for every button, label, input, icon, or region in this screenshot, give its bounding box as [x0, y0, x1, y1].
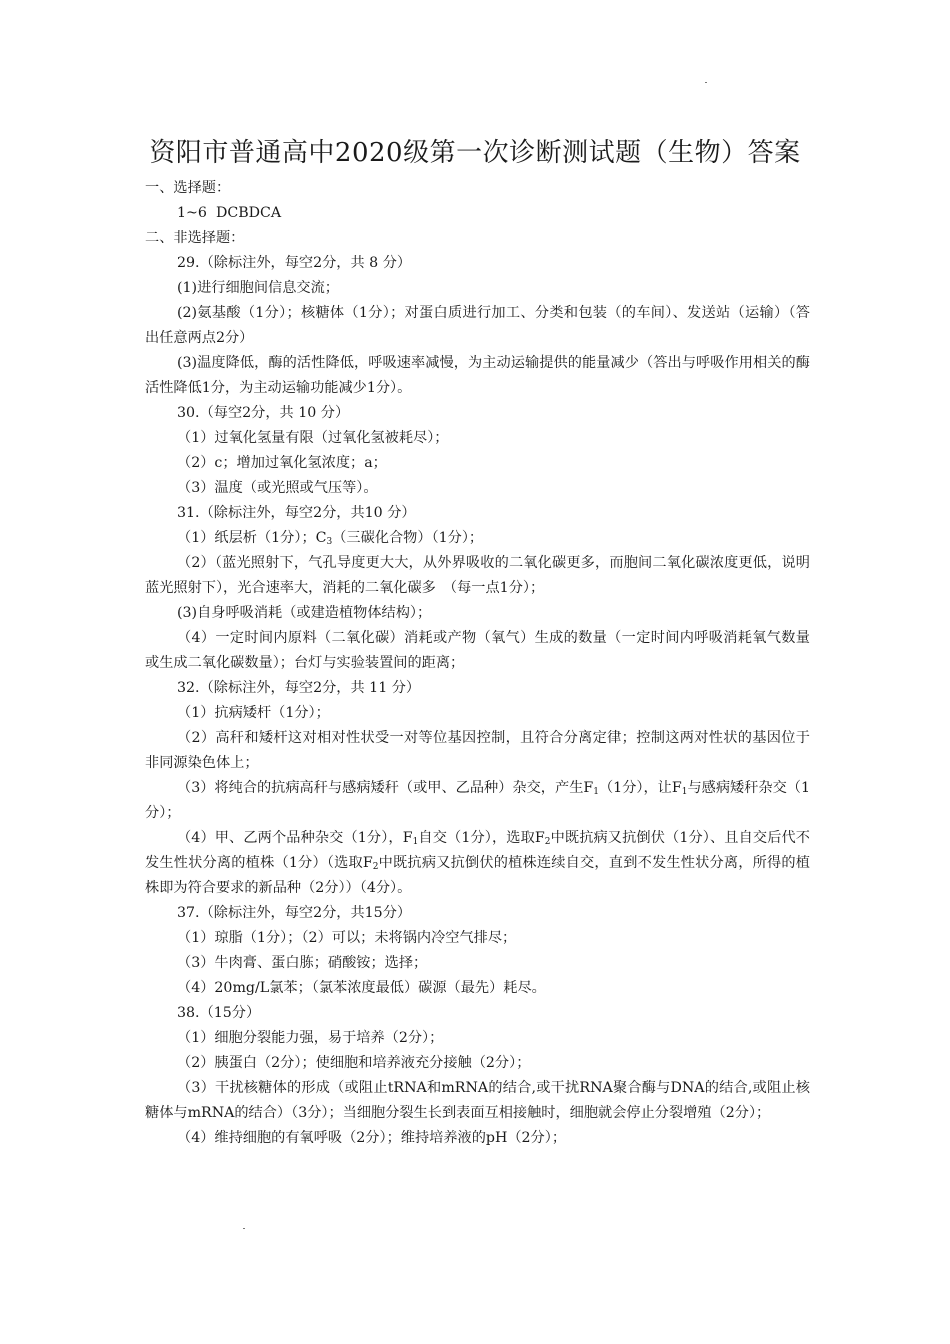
q32-a3-text-3: 与感病矮秆杂交（1分）；: [145, 780, 810, 821]
q32-answer-4: [145, 826, 810, 901]
q32-answer-2: （2）高秆和矮杆这对相对性状受一对等位基因控制，且符合分离定律；控制这两对性状的基因位于非同源染色体上；: [145, 730, 810, 771]
q37-answer-1: （1）琼脂（1分）；（2）可以；未将锅内冷空气排尽；: [177, 930, 517, 946]
section2-heading: 二、非选择题：: [145, 230, 245, 246]
q31-a1-text-rest: （三碳化合物）（1分）；: [332, 530, 484, 546]
q30-header: 30.（每空2分，共 10 分）: [177, 405, 350, 421]
q30-answer-3: （3）温度（或光照或气压等）。: [177, 480, 378, 496]
q32-a4-text-3: 中既抗病又抗倒伏（1分）、且自交后代不发生性状分离的植株（1分）（选取F: [145, 830, 810, 871]
q32-a4-sub-3: 2: [372, 862, 379, 872]
q32-a4-text-1: （4）甲、乙两个品种杂交（1分），F: [177, 830, 413, 846]
q32-answer-3: [145, 776, 810, 826]
q38-answer-4: （4）维持细胞的有氧呼吸（2分）；维持培养液的pH（2分）；: [177, 1130, 567, 1146]
q37-header: 37.（除标注外，每空2分，共15分）: [177, 905, 412, 921]
q31-answer-3: (3)自身呼吸消耗（或建造植物体结构）；: [177, 605, 432, 621]
q29-answer-1: (1)进行细胞间信息交流；: [177, 280, 339, 296]
q29-answer-3: (3)温度降低，酶的活性降低，呼吸速率减慢，为主动运输提供的能量减少（答出与呼吸作用相关的酶活性降低1分，为主动运输功能减少1分）。: [145, 355, 810, 396]
q32-a4-text-4: 中既抗病又抗倒伏的植株连续自交，直到不发生性状分离，所得的植株即为符合要求的新品种（2分））（4分）。: [145, 855, 810, 896]
q38-answer-2: （2）胰蛋白（2分）；使细胞和培养液充分接触（2分）；: [177, 1055, 531, 1071]
q37-answer-3: （3）牛肉膏、蛋白胨；硝酸铵；选择；: [177, 955, 428, 971]
q29-header: 29.（除标注外，每空2分，共 8 分）: [177, 255, 412, 271]
q32-a4-text-2: 自交（1分），选取F: [418, 830, 545, 846]
page-title: 资阳市普通高中2020级第一次诊断测试题（生物）答案: [149, 138, 801, 168]
section1-heading: 一、选择题：: [145, 180, 231, 196]
q32-a4-sub-2: 2: [544, 837, 551, 847]
q32-a3-sub-1: 1: [593, 787, 599, 797]
q32-a3-text-1: （3）将纯合的抗病高秆与感病矮秆（或甲、乙品种）杂交，产生F: [177, 780, 594, 796]
scan-speck-bottom: [243, 1228, 245, 1229]
q32-a4-sub-1: 1: [412, 837, 419, 847]
q38-answer-3: （3）干扰核糖体的形成（或阻止tRNA和mRNA的结合,或干扰RNA聚合酶与DNA的结合,或阻止核糖体与mRNA的结合）（3分）；当细胞分裂生长到表面互相接触时，细胞就会停止分裂增殖（2分）；: [145, 1080, 810, 1121]
scan-speck-top: [705, 82, 707, 83]
q29-answer-2: (2)氨基酸（1分）；核糖体（1分）；对蛋白质进行加工、分类和包装（的车间）、发送站（运输）（答出任意两点2分）: [145, 305, 810, 346]
q30-answer-2: （2）c；增加过氧化氢浓度；a；: [177, 455, 387, 471]
q31-a1-text: （1）纸层析（1分）；C: [177, 530, 327, 546]
mc-answers: 1~6 DCBDCA: [177, 205, 282, 221]
answer-content: [145, 176, 810, 1151]
q38-answer-1: （1）细胞分裂能力强，易于培养（2分）；: [177, 1030, 444, 1046]
q37-answer-4: （4）20mg/L氯苯；（氯苯浓度最低）碳源（最先）耗尽。: [177, 980, 546, 996]
q32-a3-text-2: （1分），让F: [598, 780, 682, 796]
q32-a3-sub-2: 1: [681, 787, 688, 797]
q31-a1-subscript: 3: [326, 537, 333, 547]
q31-answer-2: （2）（蓝光照射下，气孔导度更大大，从外界吸收的二氧化碳更多，而胞间二氧化碳浓度更低，说明蓝光照射下），光合速率大，消耗的二氧化碳多 （每一点1分）；: [145, 555, 810, 596]
q38-header: 38.（15分）: [177, 1005, 261, 1021]
q30-answer-1: （1）过氧化氢量有限（过氧化氢被耗尽）；: [177, 430, 449, 446]
q31-header: 31.（除标注外，每空2分，共10 分）: [177, 505, 416, 521]
q31-answer-1: [145, 526, 810, 551]
q32-answer-1: （1）抗病矮杆（1分）；: [177, 705, 330, 721]
q31-answer-4: （4）一定时间内原料（二氧化碳）消耗或产物（氧气）生成的数量（一定时间内呼吸消耗氧气数量或生成二氧化碳数量）；台灯与实验装置间的距离；: [145, 630, 810, 671]
q32-header: 32.（除标注外，每空2分，共 11 分）: [177, 680, 421, 696]
